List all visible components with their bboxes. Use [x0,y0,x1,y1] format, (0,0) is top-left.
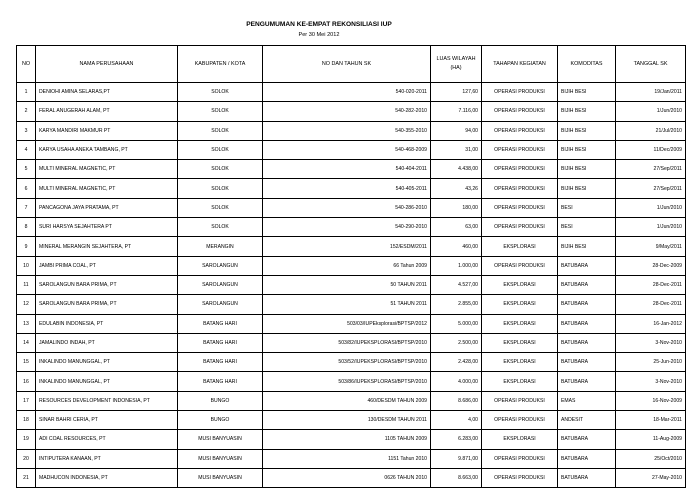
cell-stage: EKSPLORASI [482,372,558,391]
cell-regency: BATANG HARI [178,353,263,372]
cell-area: 5.000,00 [431,314,482,333]
cell-stage: OPERASI PRODUKSI [482,121,558,140]
cell-decree-date: 25-Jun-2010 [616,353,686,372]
cell-decree-number: 540-468-2009 [263,140,431,159]
cell-area: 460,00 [431,237,482,256]
cell-commodity: ANDESIT [558,411,616,430]
cell-stage: OPERASI PRODUKSI [482,468,558,487]
cell-no: 3 [17,121,36,140]
cell-decree-number: 50 TAHUN 2011 [263,275,431,294]
column-header-area: LUAS WILAYAH (HA) [431,46,482,83]
cell-commodity: BIJIH BESI [558,237,616,256]
cell-commodity: BATUBARA [558,295,616,314]
cell-no: 5 [17,160,36,179]
cell-no: 21 [17,468,36,487]
cell-no: 8 [17,218,36,237]
cell-decree-date: 1/Jun/2010 [616,218,686,237]
cell-area: 31,00 [431,140,482,159]
cell-area: 180,00 [431,198,482,217]
table-row [17,218,686,237]
cell-decree-date: 11-Aug-2009 [616,430,686,449]
cell-commodity: BESI [558,198,616,217]
cell-stage: OPERASI PRODUKSI [482,179,558,198]
table-body [17,83,686,488]
cell-no: 18 [17,411,36,430]
cell-stage: OPERASI PRODUKSI [482,391,558,410]
cell-decree-number: 540-404-2011 [263,160,431,179]
cell-decree-date: 3-Nov-2010 [616,372,686,391]
cell-no: 14 [17,333,36,352]
cell-company: JAMBI PRIMA COAL, PT [36,256,178,275]
cell-stage: EKSPLORASI [482,333,558,352]
cell-area: 2.500,00 [431,333,482,352]
cell-decree-date: 3-Nov-2010 [616,333,686,352]
cell-stage: OPERASI PRODUKSI [482,256,558,275]
cell-decree-date: 28-Dec-2011 [616,295,686,314]
cell-no: 20 [17,449,36,468]
column-header-company: NAMA PERUSAHAAN [36,46,178,83]
cell-decree-number: 540-405-2011 [263,179,431,198]
cell-stage: OPERASI PRODUKSI [482,83,558,102]
cell-decree-number: 540-020-2011 [263,83,431,102]
cell-company: MADHUCON INDONESIA, PT [36,468,178,487]
table-row [17,83,686,102]
cell-regency: BATANG HARI [178,314,263,333]
cell-regency: SAROLANGUN [178,256,263,275]
cell-regency: BATANG HARI [178,372,263,391]
table-row [17,237,686,256]
cell-no: 13 [17,314,36,333]
cell-decree-date: 1/Jun/2010 [616,102,686,121]
cell-regency: SOLOK [178,179,263,198]
cell-stage: EKSPLORASI [482,237,558,256]
cell-decree-date: 16-Jan-2012 [616,314,686,333]
cell-commodity: BATUBARA [558,256,616,275]
cell-company: FERAL ANUGERAH ALAM, PT [36,102,178,121]
cell-company: KARYA USAHA ANEKA TAMBANG, PT [36,140,178,159]
cell-area: 8.663,00 [431,468,482,487]
cell-company: KARYA MANDIRI MAKMUR PT [36,121,178,140]
cell-area: 4.000,00 [431,372,482,391]
cell-decree-number: 503/52/IUPEKSPLORASI/BPTSP/2010 [263,353,431,372]
cell-decree-number: 130/DESDM TAHUN 2011 [263,411,431,430]
cell-no: 6 [17,179,36,198]
cell-decree-number: 66 Tahun 2009 [263,256,431,275]
cell-decree-date: 11/Dec/2009 [616,140,686,159]
cell-area: 2.855,00 [431,295,482,314]
cell-stage: EKSPLORASI [482,314,558,333]
cell-area: 1.000,00 [431,256,482,275]
cell-stage: OPERASI PRODUKSI [482,160,558,179]
cell-decree-date: 27/Sep/2011 [616,179,686,198]
cell-company: EDULABIN INDONESIA, PT [36,314,178,333]
cell-company: RESOURCES DEVELOPMENT INDONESIA, PT [36,391,178,410]
cell-company: MULTI MINERAL MAGNETIC, PT [36,160,178,179]
table-row [17,121,686,140]
cell-stage: EKSPLORASI [482,430,558,449]
cell-company: MULTI MINERAL MAGNETIC, PT [36,179,178,198]
cell-decree-date: 16-Nov-2009 [616,391,686,410]
cell-decree-date: 18-Mar-2011 [616,411,686,430]
cell-stage: OPERASI PRODUKSI [482,218,558,237]
cell-decree-date: 27/Sep/2011 [616,160,686,179]
cell-stage: EKSPLORASI [482,295,558,314]
cell-stage: OPERASI PRODUKSI [482,411,558,430]
table-row [17,430,686,449]
cell-no: 11 [17,275,36,294]
cell-area: 9.871,00 [431,449,482,468]
cell-decree-number: 1105 TAHUN 2009 [263,430,431,449]
cell-company: SAROLANGUN BARA PRIMA, PT [36,275,178,294]
cell-decree-number: 540-282-2010 [263,102,431,121]
cell-company: ADI COAL RESOURCES, PT [36,430,178,449]
cell-decree-number: 503/03/IUPEksplorasi/BPTSP/2012 [263,314,431,333]
cell-regency: SAROLANGUN [178,275,263,294]
cell-stage: EKSPLORASI [482,275,558,294]
table-row [17,140,686,159]
cell-stage: OPERASI PRODUKSI [482,102,558,121]
cell-no: 1 [17,83,36,102]
cell-company: INKALINDO MANUNGGAL, PT [36,353,178,372]
cell-decree-date: 9/May/2011 [616,237,686,256]
table-row [17,314,686,333]
table-row [17,372,686,391]
table-row [17,468,686,487]
cell-company: PANCAGONA JAYA PRATAMA, PT [36,198,178,217]
cell-no: 17 [17,391,36,410]
cell-commodity: BIJIH BESI [558,160,616,179]
cell-company: SINAR BAHRI CERIA, PT [36,411,178,430]
cell-stage: OPERASI PRODUKSI [482,140,558,159]
cell-decree-number: 540-355-2010 [263,121,431,140]
cell-company: MINERAL MERANGIN SEJAHTERA, PT [36,237,178,256]
table-row [17,256,686,275]
cell-decree-number: 540-286-2010 [263,198,431,217]
cell-decree-number: 540-290-2010 [263,218,431,237]
cell-regency: BUNGO [178,391,263,410]
cell-commodity: BATUBARA [558,333,616,352]
column-header-decree-number: NO DAN TAHUN SK [263,46,431,83]
cell-stage: EKSPLORASI [482,353,558,372]
column-header-commodity: KOMODITAS [558,46,616,83]
cell-area: 6.283,00 [431,430,482,449]
cell-area: 7.116,00 [431,102,482,121]
cell-no: 12 [17,295,36,314]
cell-commodity: BIJIH BESI [558,179,616,198]
cell-decree-number: 1151 Tahun 2010 [263,449,431,468]
cell-company: JAMALINDO INDAH, PT [36,333,178,352]
cell-area: 127,60 [431,83,482,102]
table-row [17,391,686,410]
cell-no: 10 [17,256,36,275]
table-header-row [17,46,686,83]
cell-regency: SOLOK [178,198,263,217]
cell-no: 19 [17,430,36,449]
table-row [17,102,686,121]
table-row [17,333,686,352]
table-row [17,179,686,198]
cell-commodity: BATUBARA [558,314,616,333]
cell-regency: SOLOK [178,218,263,237]
cell-decree-date: 25/Oct/2010 [616,449,686,468]
table-row [17,411,686,430]
cell-commodity: BATUBARA [558,275,616,294]
table-row [17,160,686,179]
cell-company: SAROLANGUN BARA PRIMA, PT [36,295,178,314]
column-header-decree-date: TANGGAL SK [616,46,686,83]
cell-area: 4.527,00 [431,275,482,294]
table-row [17,295,686,314]
cell-decree-number: 51 TAHUN 2011 [263,295,431,314]
cell-no: 2 [17,102,36,121]
cell-regency: SOLOK [178,83,263,102]
table-row [17,353,686,372]
cell-stage: OPERASI PRODUKSI [482,198,558,217]
cell-area: 94,00 [431,121,482,140]
document-subtitle: Per 30 Mei 2012 [298,32,340,38]
cell-regency: MUSI BANYUASIN [178,430,263,449]
cell-regency: MERANGIN [178,237,263,256]
cell-no: 15 [17,353,36,372]
cell-commodity: BATUBARA [558,372,616,391]
cell-commodity: BATUBARA [558,449,616,468]
cell-no: 9 [17,237,36,256]
table-row [17,449,686,468]
cell-commodity: BIJIH BESI [558,102,616,121]
column-header-stage: TAHAPAN KEGIATAN [482,46,558,83]
cell-regency: SOLOK [178,121,263,140]
cell-commodity: BIJIH BESI [558,121,616,140]
cell-regency: SOLOK [178,102,263,121]
cell-decree-date: 28-Dec-2011 [616,275,686,294]
cell-area: 63,00 [431,218,482,237]
cell-decree-number: 152/ESDM/2011 [263,237,431,256]
cell-area: 4,00 [431,411,482,430]
cell-commodity: BATUBARA [558,430,616,449]
cell-regency: SOLOK [178,160,263,179]
cell-no: 7 [17,198,36,217]
cell-regency: BATANG HARI [178,333,263,352]
cell-decree-date: 27-May-2010 [616,468,686,487]
cell-company: SURI HARSYA SEJAHTERA PT [36,218,178,237]
cell-decree-date: 19/Jan/2011 [616,83,686,102]
cell-commodity: BESI [558,218,616,237]
reconciliation-table [16,45,686,488]
cell-area: 2.428,00 [431,353,482,372]
cell-no: 4 [17,140,36,159]
cell-stage: OPERASI PRODUKSI [482,449,558,468]
cell-area: 4.438,00 [431,160,482,179]
cell-area: 43,26 [431,179,482,198]
cell-decree-number: 460/DESDM TAHUN 2009 [263,391,431,410]
cell-commodity: BIJIH BESI [558,140,616,159]
cell-decree-number: 503/86/IUPEKSPLORASI/BPTSP/2010 [263,372,431,391]
cell-company: DENIOHI AMINA SELARAS,PT [36,83,178,102]
cell-company: INKALINDO MANUNGGAL, PT [36,372,178,391]
column-header-regency: KABUPATEN / KOTA [178,46,263,83]
column-header-no: NO [17,46,36,83]
cell-commodity: EMAS [558,391,616,410]
cell-regency: SAROLANGUN [178,295,263,314]
cell-regency: MUSI BANYUASIN [178,449,263,468]
cell-regency: MUSI BANYUASIN [178,468,263,487]
cell-decree-date: 28-Dec-2009 [616,256,686,275]
document-title: PENGUMUMAN KE-EMPAT REKONSILIASI IUP [246,21,392,28]
cell-regency: SOLOK [178,140,263,159]
cell-decree-number: 0626 TAHUN 2010 [263,468,431,487]
cell-decree-date: 1/Jun/2010 [616,198,686,217]
cell-decree-number: 503/82/IUPEKSPLORASI/BPTSP/2010 [263,333,431,352]
table-row [17,275,686,294]
cell-decree-date: 21/Jul/2010 [616,121,686,140]
cell-commodity: BATUBARA [558,353,616,372]
table-row [17,198,686,217]
cell-no: 16 [17,372,36,391]
cell-company: INTIPUTERA KANAAN, PT [36,449,178,468]
cell-regency: BUNGO [178,411,263,430]
cell-area: 8.686,00 [431,391,482,410]
cell-commodity: BIJIH BESI [558,83,616,102]
cell-commodity: BATUBARA [558,468,616,487]
